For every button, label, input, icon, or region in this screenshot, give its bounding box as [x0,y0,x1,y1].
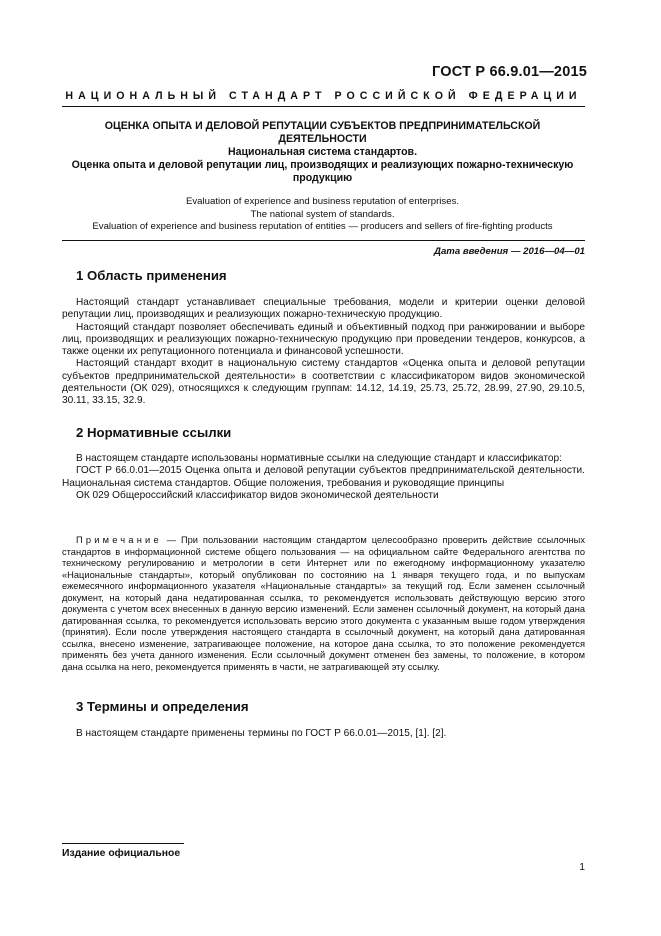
english-title-line: The national system of standards. [250,208,395,220]
top-divider [62,106,585,107]
section-3-body [62,728,585,740]
title-line: Оценка опыта и деловой репутации лиц, производящих и реализующих пожарно-техническую [71,159,574,171]
official-edition-label: Издание официальное [62,848,181,859]
english-title-line: Evaluation of experience and business reputation of entities — producers and sellers of fire-fighting products [92,221,553,232]
paragraph: Настоящий стандарт устанавливает специальные требования, модели и критерии оценки деловой репутации лиц, производящих и реализующих пожарно-техническую продукцию. [62,297,585,321]
paragraph: В настоящем стандарте использованы нормативные ссылки на следующие стандарт и классификатор: [76,453,562,464]
title-line: ОЦЕНКА ОПЫТА И ДЕЛОВОЙ РЕПУТАЦИИ СУБЪЕКТОВ ПРЕДПРИНИМАТЕЛЬСКОЙ [104,120,541,132]
page-number: 1 [579,862,585,873]
section-2-heading: 2 Нормативные ссылки [76,425,232,440]
title-divider [62,240,585,241]
introduction-date: Дата введения — 2016—04—01 [434,246,585,257]
reference-note [62,535,585,673]
section-1-body [62,297,585,408]
section-2-body [62,453,585,502]
footer-divider [62,843,184,844]
note-text: — При пользовании настоящим стандартом целесообразно проверить действие ссылочных стандартов в информационной системе общего пользования — на официальном сайте Федерального агентства по техническому регулированию и метрологии в сети Интернет или по ежегодному информационному указателю «Национальные стандарты», который опубликован по состоянию на 1 января текущего года, и по выпускам ежемесячного информационного указателя «Национальные стандарты» за текущий год. Если заменен ссылочный документ, на который дана недатированная ссылка, то рекомендуется использовать действующую версию этого документа с учетом всех внесенных в данную версию изменений. Если заменен ссылочный документ, на который дана датированная ссылка, то рекомендуется использовать версию этого документа с указанным выше годом утверждения (принятия). Если после утверждения настоящего стандарта в ссылочный документ, на который дана датированная ссылка, внесено изменение, затрагивающее положение, на которое дана ссылка, то это положение рекомендуется применять без учета данного изменения. Если ссылочный документ отменен без замены, то положение, в котором дана ссылка на него, рекомендуется применять в части, не затрагивающей эту ссылку. [62,535,585,672]
document-title [64,120,581,185]
paragraph: Настоящий стандарт входит в национальную систему стандартов «Оценка опыта и деловой репутации субъектов предпринимательской деятельности» в соответствии с классификатором видов экономической деятельности (ОК 029), относящихся к следующим группам: 14.12, 14.19, 25.73, 25.72, 28.99, 27.90, 29.10.5, 30.11, 33.15, 32.9. [62,358,585,407]
paragraph: ГОСТ Р 66.0.01—2015 Оценка опыта и деловой репутации субъектов предпринимательской деятельности. Национальная система стандартов. Общие положения, требования и руководящие принципы [62,465,585,489]
title-line: Национальная система стандартов. [227,146,418,158]
section-3-heading: 3 Термины и определения [76,699,249,714]
english-title [64,196,581,234]
document-code: ГОСТ Р 66.9.01—2015 [432,64,587,80]
paragraph: Настоящий стандарт позволяет обеспечивать единый и объективный подход при ранжировании и выборе лиц, производящих и реализующих пожарно-техническую продукцию при проведении тендеров, конкурсов, а также оценки их репутационного потенциала и финансовой успешности. [62,321,585,358]
paragraph: В настоящем стандарте применены термины по ГОСТ Р 66.0.01—2015, [1]. [2]. [76,728,447,739]
section-1-heading: 1 Область применения [76,268,227,283]
national-standard-banner: НАЦИОНАЛЬНЫЙ СТАНДАРТ РОССИЙСКОЙ ФЕДЕРАЦИИ [65,90,582,102]
paragraph: ОК 029 Общероссийский классификатор видов экономической деятельности [76,489,439,501]
note-label: Примечание [76,535,162,545]
english-title-line: Evaluation of experience and business reputation of enterprises. [185,196,460,207]
title-line: продукцию [292,172,353,184]
title-line: ДЕЯТЕЛЬНОСТИ [278,133,367,145]
